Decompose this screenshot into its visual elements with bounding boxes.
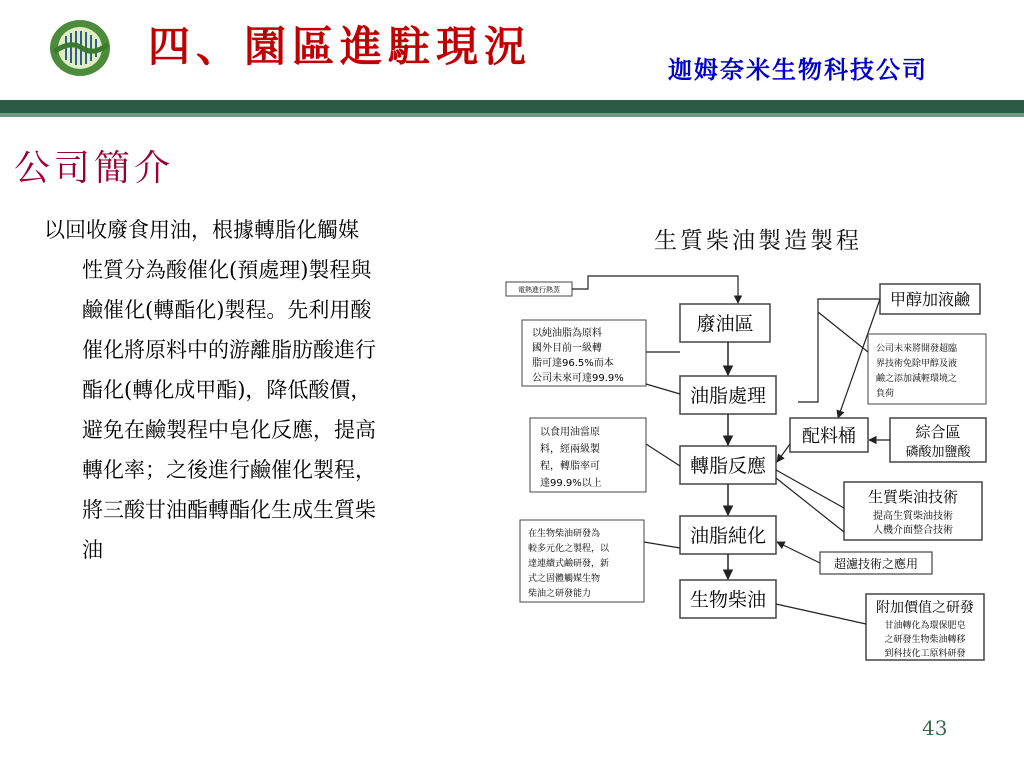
research-note-line: 在生物柴油研發為	[528, 529, 601, 539]
methanol-note-line: 公司未來將開發超臨	[876, 344, 958, 354]
company-name: 迦姆奈米生物科技公司	[668, 55, 928, 84]
added-value-title: 附加價值之研發	[876, 600, 974, 616]
step-label-transesterification: 轉脂反應	[689, 455, 767, 477]
diagram-title: 生質柴油製造製程	[654, 228, 862, 254]
bio-tech-title: 生質柴油技術	[867, 488, 959, 506]
paragraph-first-line: 以回收廢食用油，根據轉脂化觸媒	[44, 218, 359, 242]
bio-tech-sub-line: 提高生質柴油技術	[873, 511, 953, 522]
paragraph-line: 避免在鹼製程中皂化反應，提高	[82, 418, 376, 442]
food-oil-note-line: 程，轉脂率可	[540, 461, 600, 472]
research-note-line: 較多元化之製程，以	[528, 544, 610, 554]
research-note-line: 式之固體觸媒生物	[528, 574, 601, 584]
waste-oil-note-line: 脂可達96.5%而本	[532, 358, 614, 369]
integrated-area-sub: 磷酸加鹽酸	[905, 445, 971, 460]
integrated-area-title: 綜合區	[915, 423, 961, 441]
food-oil-note-line: 達99.9%以上	[540, 478, 602, 489]
step-label-waste-oil: 廢油區	[696, 313, 754, 335]
research-note-line: 達連續式鹼研發，新	[528, 559, 610, 569]
methanol-label: 甲醇加液鹼	[889, 290, 971, 309]
heating-label: 電熱進行熱蒸	[518, 286, 560, 294]
paragraph-line: 酯化(轉化成甲酯)，降低酸價，	[82, 378, 372, 402]
added-value-sub-line: 到科技化工原料研發	[884, 649, 966, 659]
paragraph-line: 轉化率；之後進行鹼催化製程，	[82, 458, 376, 482]
slide-title: 四、園區進駐現況	[148, 22, 533, 71]
ultrafiltration-label: 超濾技術之應用	[833, 557, 919, 571]
step-label-oil-treatment: 油脂處理	[689, 385, 767, 407]
waste-oil-note-line: 以純油脂為原料	[532, 328, 602, 339]
food-oil-note-line: 料，經兩級製	[540, 444, 600, 455]
page-number: 43	[922, 716, 948, 740]
added-value-sub-line: 甘油轉化為環保肥皂	[884, 621, 966, 631]
process-diagram	[498, 212, 998, 676]
paragraph-line: 性質分為酸催化(預處理)製程與	[82, 258, 372, 282]
step-label-biodiesel: 生物柴油	[689, 589, 767, 611]
waste-oil-note-line: 國外目前一級轉	[532, 343, 602, 354]
research-note-line: 柴油之研發能力	[528, 589, 592, 599]
paragraph-line: 將三酸甘油酯轉酯化生成生質柴	[82, 498, 376, 522]
section-heading: 公司簡介	[14, 148, 175, 189]
supply-tank-label: 配料桶	[802, 426, 856, 447]
paragraph-line: 鹼催化(轉酯化)製程。先利用酸	[82, 298, 372, 322]
waste-oil-note-line: 公司未來可達99.9%	[532, 373, 624, 384]
methanol-note-line: 負荷	[876, 389, 895, 399]
company-logo	[44, 16, 116, 80]
header-rule-accent	[0, 113, 1024, 117]
bio-tech-sub-line: 人機介面整合技術	[873, 525, 953, 536]
header-rule	[0, 100, 1024, 113]
step-label-purification: 油脂純化	[689, 525, 767, 547]
paragraph-line: 催化將原料中的游離脂肪酸進行	[82, 338, 376, 362]
added-value-sub-line: 之研發生物柴油轉移	[884, 635, 966, 645]
methanol-note-line: 界技術免除甲醇及液	[876, 359, 958, 369]
methanol-note-line: 鹼之添加減輕環境之	[876, 374, 958, 384]
company-description	[44, 210, 444, 570]
food-oil-note-line: 以食用油當原	[540, 427, 600, 438]
paragraph-line: 油	[82, 538, 103, 562]
